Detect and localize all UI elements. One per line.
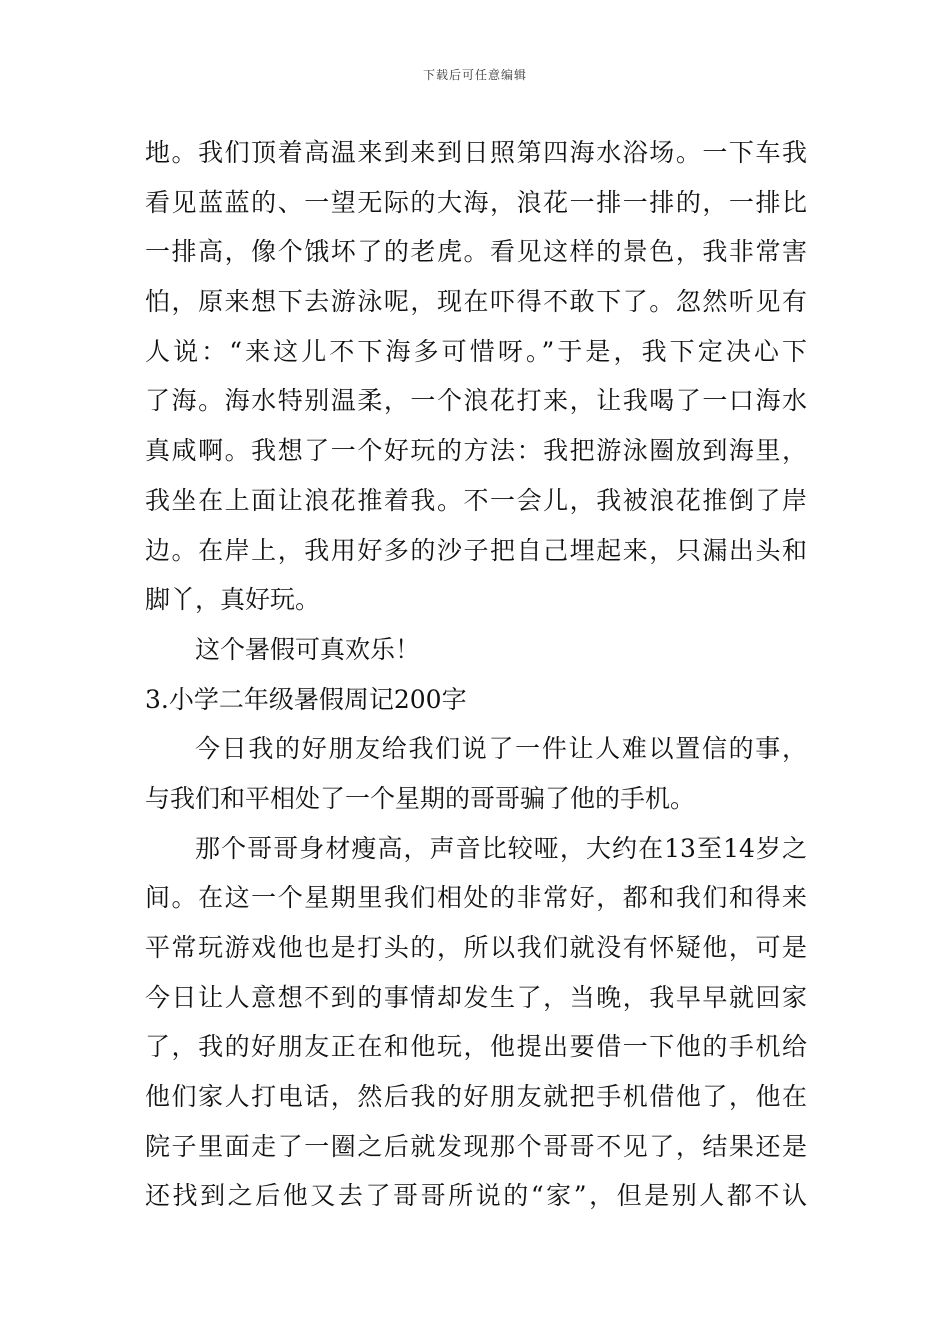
text-line: 了，我的好朋友正在和他玩，他提出要借一下他的手机给 [145,1032,807,1062]
text-line: 怕，原来想下去游泳呢，现在吓得不敢下了。忽然听见有 [145,287,807,317]
text-line: 我坐在上面让浪花推着我。不一会儿，我被浪花推倒了岸 [145,485,807,515]
text-line: 真咸啊。我想了一个好玩的方法：我把游泳圈放到海里， [145,436,807,466]
text-line: 间。在这一个星期里我们相处的非常好，都和我们和得来 [145,883,807,913]
page-header: 下载后可任意编辑 [422,68,527,82]
text-line: 今日我的好朋友给我们说了一件让人难以置信的事， [195,734,807,764]
text-line: 今日让人意想不到的事情却发生了，当晚，我早早就回家 [145,982,807,1012]
text-line: 了海。海水特别温柔，一个浪花打来，让我喝了一口海水 [145,386,807,416]
text-line: 人说：“来这儿不下海多可惜呀。”于是，我下定决心下 [145,336,807,366]
text-line: 边。在岸上，我用好多的沙子把自己埋起来，只漏出头和 [145,535,807,565]
text-line: 与我们和平相处了一个星期的哥哥骗了他的手机。 [145,783,696,813]
text-line: 那个哥哥身材瘦高，声音比较哑，大约在13至14岁之 [195,833,807,863]
text-line: 还找到之后他又去了哥哥所说的“家”，但是别人都不认 [145,1181,807,1211]
text-line: 院子里面走了一圈之后就发现那个哥哥不见了，结果还是 [145,1131,807,1161]
text-line: 一排高，像个饿坏了的老虎。看见这样的景色，我非常害 [145,237,807,267]
text-line: 平常玩游戏他也是打头的，所以我们就没有怀疑他，可是 [145,933,807,962]
text-line: 地。我们顶着高温来到来到日照第四海水浴场。一下车我 [145,138,807,167]
document-body [145,128,807,1221]
text-line: 脚丫，真好玩。 [145,585,321,615]
text-line: 3.小学二年级暑假周记200字 [145,684,467,714]
text-line: 这个暑假可真欢乐！ [195,634,421,664]
text-line: 他们家人打电话，然后我的好朋友就把手机借他了，他在 [145,1082,807,1112]
text-line: 看见蓝蓝的、一望无际的大海，浪花一排一排的，一排比 [145,187,807,217]
